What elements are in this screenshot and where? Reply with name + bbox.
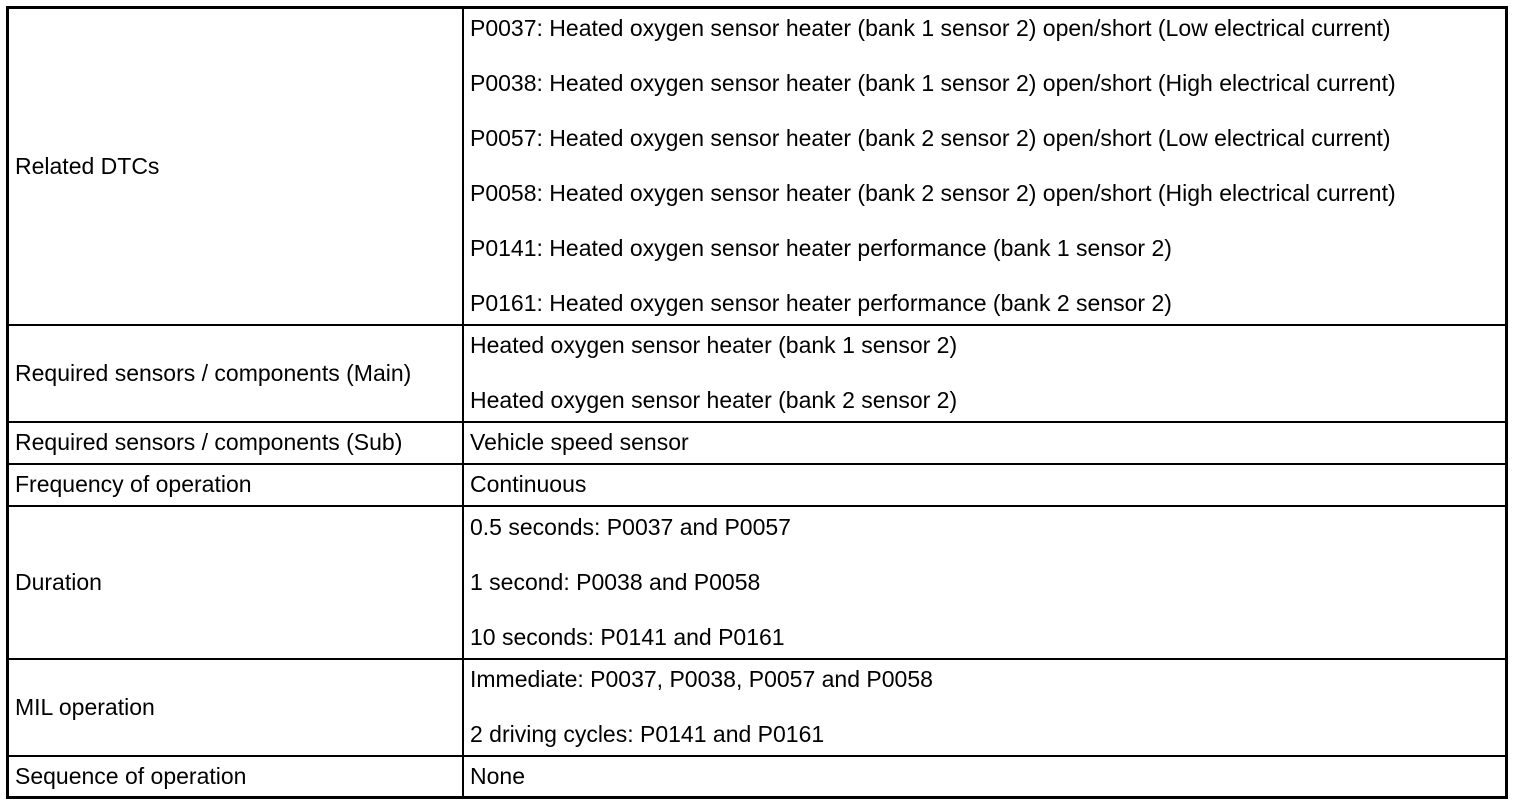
- row-label: Duration: [8, 506, 464, 659]
- row-value: [463, 422, 1507, 464]
- table-row-required-main: [8, 325, 1507, 422]
- table-row-sequence: [8, 756, 1507, 798]
- row-value: [463, 8, 1507, 325]
- row-value: [463, 659, 1507, 756]
- value-line: Heated oxygen sensor heater (bank 2 sensor 2): [470, 387, 958, 413]
- row-value: [463, 325, 1507, 422]
- row-value: [463, 506, 1507, 659]
- row-label: Sequence of operation: [8, 756, 464, 798]
- value-line: Vehicle speed sensor: [470, 429, 689, 455]
- value-line: 10 seconds: P0141 and P0161: [470, 623, 785, 650]
- row-label: Required sensors / components (Sub): [8, 422, 464, 464]
- table-row-required-sub: [8, 422, 1507, 464]
- dtc-line: P0141: Heated oxygen sensor heater performance (bank 1 sensor 2): [470, 235, 1172, 262]
- table-row-duration: [8, 506, 1507, 659]
- row-label: Frequency of operation: [8, 464, 464, 506]
- value-line: Immediate: P0037, P0038, P0057 and P0058: [470, 666, 933, 692]
- table-row-frequency: [8, 464, 1507, 506]
- row-label: Related DTCs: [8, 8, 464, 325]
- value-line: 0.5 seconds: P0037 and P0057: [470, 513, 791, 540]
- value-line: Continuous: [470, 471, 587, 497]
- row-label: MIL operation: [8, 659, 464, 756]
- monitor-description-table: [6, 6, 1508, 799]
- value-line: Heated oxygen sensor heater (bank 1 sensor 2): [470, 332, 958, 358]
- value-line: 2 driving cycles: P0141 and P0161: [470, 721, 825, 747]
- row-value: [463, 464, 1507, 506]
- row-value: [463, 756, 1507, 798]
- value-line: 1 second: P0038 and P0058: [470, 568, 761, 595]
- dtc-line: P0161: Heated oxygen sensor heater performance (bank 2 sensor 2): [470, 290, 1172, 317]
- row-label: Required sensors / components (Main): [8, 325, 464, 422]
- dtc-line: P0058: Heated oxygen sensor heater (bank 2 sensor 2) open/short (High electrical current): [470, 180, 1396, 207]
- value-line: None: [470, 762, 525, 789]
- table-row-related-dtcs: [8, 8, 1507, 325]
- dtc-line: P0057: Heated oxygen sensor heater (bank 2 sensor 2) open/short (Low electrical current): [470, 125, 1391, 152]
- dtc-line: P0038: Heated oxygen sensor heater (bank 1 sensor 2) open/short (High electrical current): [470, 70, 1396, 97]
- table-row-mil-operation: [8, 659, 1507, 756]
- dtc-line: P0037: Heated oxygen sensor heater (bank 1 sensor 2) open/short (Low electrical current): [470, 15, 1391, 42]
